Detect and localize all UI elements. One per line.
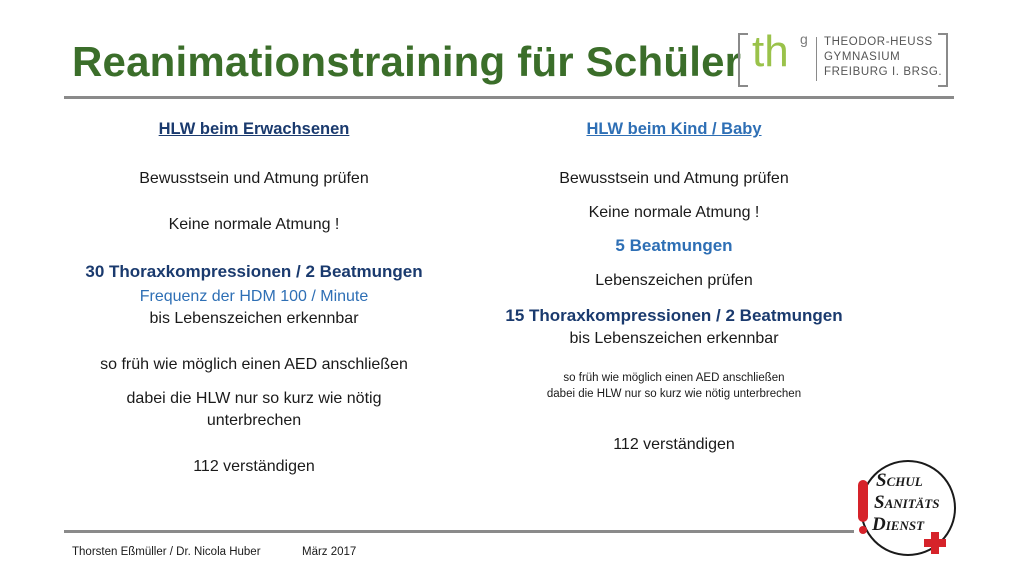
adult-interrupt-1: dabei die HLW nur so kurz wie nötig [126, 390, 382, 407]
adult-step-compressions: 30 Thoraxkompressionen / 2 Beatmungen [85, 262, 423, 281]
badge-word-3: DIENST [872, 514, 925, 535]
child-heading: HLW beim Kind / Baby [586, 120, 762, 138]
child-step-check-signs: Lebenszeichen prüfen [595, 272, 753, 289]
red-cross-icon [924, 532, 946, 554]
child-call-112: 112 verständigen [613, 436, 735, 453]
logo-letters: th [752, 27, 789, 76]
logo-line-3: FREIBURG I. BRSG. [824, 66, 943, 78]
footer-date: März 2017 [302, 546, 357, 558]
badge-word-2: SANITÄTS [874, 492, 940, 513]
schulsanitaetsdienst-logo [858, 458, 958, 558]
footer-divider [64, 530, 854, 533]
adult-interrupt-2: unterbrechen [206, 412, 302, 429]
logo-superscript: g [800, 31, 808, 47]
adult-until-signs: bis Lebenszeichen erkennbar [149, 310, 359, 327]
slide-title: Reanimationstraining für Schüler [72, 38, 742, 85]
child-until-signs: bis Lebenszeichen erkennbar [569, 330, 779, 347]
adult-frequency: Frequenz der HDM 100 / Minute [139, 288, 369, 305]
header-divider [64, 96, 954, 99]
logo-bracket-right [938, 33, 948, 87]
adult-step-no-breathing: Keine normale Atmung ! [168, 216, 340, 233]
badge-word-1: SCHUL [876, 470, 923, 491]
badge-exclamation-dot [859, 526, 867, 534]
logo-line-2: GYMNASIUM [824, 51, 901, 63]
child-step-ventilations: 5 Beatmungen [615, 236, 733, 255]
footer-authors: Thorsten Eßmüller / Dr. Nicola Huber [72, 546, 261, 558]
school-logo [738, 27, 948, 89]
adult-call-112: 112 verständigen [193, 458, 315, 475]
child-aed: so früh wie möglich einen AED anschließen [563, 372, 785, 384]
adult-step-check: Bewusstsein und Atmung prüfen [139, 170, 369, 187]
logo-divider [816, 37, 817, 81]
adult-aed: so früh wie möglich einen AED anschließen [100, 356, 408, 373]
child-step-compressions: 15 Thoraxkompressionen / 2 Beatmungen [505, 306, 843, 325]
child-interrupt: dabei die HLW nur so kurz wie nötig unterbrechen [546, 388, 802, 400]
child-step-check: Bewusstsein und Atmung prüfen [559, 170, 789, 187]
logo-text [824, 35, 942, 80]
child-step-no-breathing: Keine normale Atmung ! [588, 204, 760, 221]
logo-bracket-left [738, 33, 748, 87]
logo-line-1: THEODOR-HEUSS [824, 36, 933, 48]
adult-heading: HLW beim Erwachsenen [158, 120, 350, 138]
badge-exclamation-icon [858, 480, 868, 522]
